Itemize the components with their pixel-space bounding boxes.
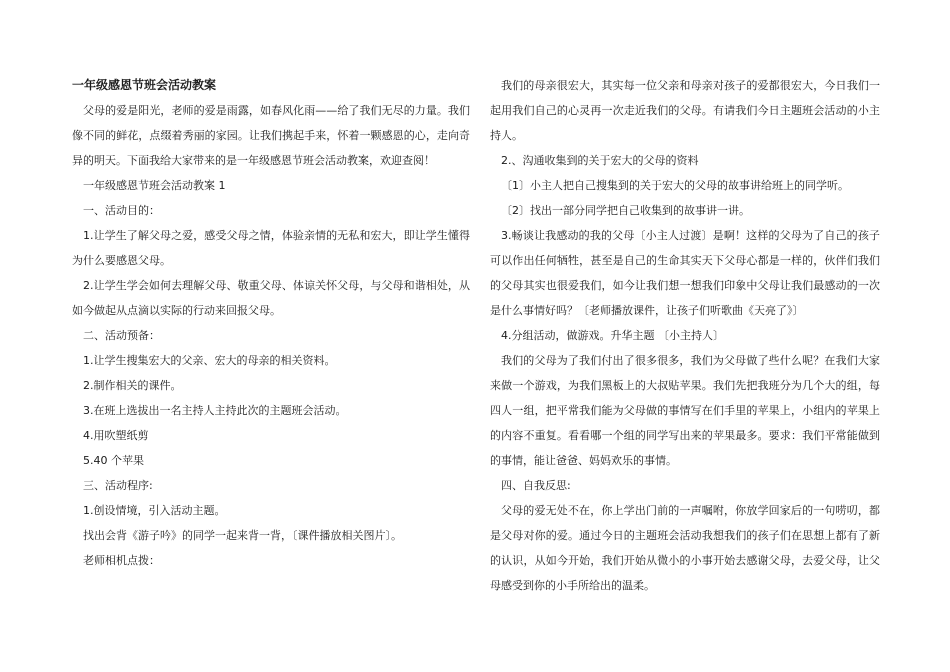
procedure-subitem-2: 〔2〕找出一部分同学把自己收集到的故事讲一讲。 [501,204,750,217]
plan-heading: 一年级感恩节班会活动教案 1 [83,179,226,192]
reflection-paragraph: 父母的爱无处不在，你上学出门前的一声嘱咐，你放学回家后的一句唠叨，都是父母对你的爱。通过今日的主题班会活动我想我们的孩子们在思想上都有了新的认识，从如今开始，我们开始从微小的小事开始去感谢父母，去爱父母，让父母感受到你的小手所给出的温柔。 [490,504,880,592]
right-paragraph-1: 我们的母亲很宏大，其实每一位父亲和母亲对孩子的爱都很宏大，今日我们一起用我们自己的心灵再一次走近我们的父母。有请我们今日主题班会活动的小主持人。 [490,79,880,142]
prep-item-1: 1.让学生搜集宏大的父亲、宏大的母亲的相关资料。 [83,354,336,367]
purpose-item-1: 1.让学生了解父母之爱，感受父母之情，体验亲情的无私和宏大，即让学生懂得为什么要感恩父母。 [72,229,470,267]
prep-item-4: 4.用吹塑纸剪 [83,429,149,442]
procedure-item-2: 2.、沟通收集到的关于宏大的父母的资料 [501,154,699,167]
procedure-subitem-1: 〔1〕小主人把自己搜集到的关于宏大的父母的故事讲给班上的同学听。 [501,179,849,192]
purpose-item-2: 2.让学生学会如何去理解父母、敬重父母、体谅关怀父母，与父母和谐相处，从如今做起从点滴以实际的行动来回报父母。 [72,279,470,317]
section-heading-preparation: 二、活动预备： [83,329,160,342]
procedure-item-3: 3.畅谈让我感动的我的父母〔小主人过渡〕是啊！这样的父母为了自己的孩子可以作出任何牺牲，甚至是自己的生命其实天下父母心都是一样的，伙伴们我们的父母其实也很爱我们，如今让我们想一想我们印象中父母让我们最感动的一次是什么事情好吗？〔老师播放课件，让孩子们听歌曲《天亮了》〕 [490,229,880,317]
prep-item-5: 5.40 个苹果 [83,454,144,467]
section-heading-reflection: 四、自我反思: [501,479,571,492]
procedure-item-1: 1.创设情境，引入活动主题。 [83,504,226,517]
left-column [72,73,470,573]
teacher-note: 老师相机点拨： [83,554,160,567]
section-heading-procedure: 三、活动程序: [83,479,153,492]
intro-paragraph: 父母的爱是阳光，老师的爱是雨露，如春风化雨——给了我们无尽的力量。我们像不同的鲜花，点缀着秀丽的家园。让我们携起手来，怀着一颗感恩的心，走向奇异的明天。下面我给大家带来的是一年级感恩节班会活动教案，欢迎查阅！ [72,104,470,167]
prep-item-2: 2.制作相关的课件。 [83,379,182,392]
procedure-text: 找出会背《游子吟》的同学一起来背一背，〔课件播放相关图片〕。 [83,529,402,542]
prep-item-3: 3.在班上选拔出一名主持人主持此次的主题班会活动。 [83,404,347,417]
procedure-item-4: 4.分组活动，做游戏。升华主题 〔小主持人〕 [501,329,724,342]
right-column [490,73,880,598]
game-paragraph: 我们的父母为了我们付出了很多很多，我们为父母做了些什么呢？在我们大家来做一个游戏，为我们黑板上的大叔贴苹果。我们先把我班分为几个大的组，每四人一组，把平常我们能为父母做的事情写在们手里的苹果上，小组内的苹果上的内容不重复。看看哪一个组的同学写出来的苹果最多。要求：我们平常能做到的事情，能让爸爸、妈妈欢乐的事情。 [490,354,880,467]
document-title: 一年级感恩节班会活动教案 [72,78,217,92]
section-heading-purpose: 一、活动目的： [83,204,160,217]
